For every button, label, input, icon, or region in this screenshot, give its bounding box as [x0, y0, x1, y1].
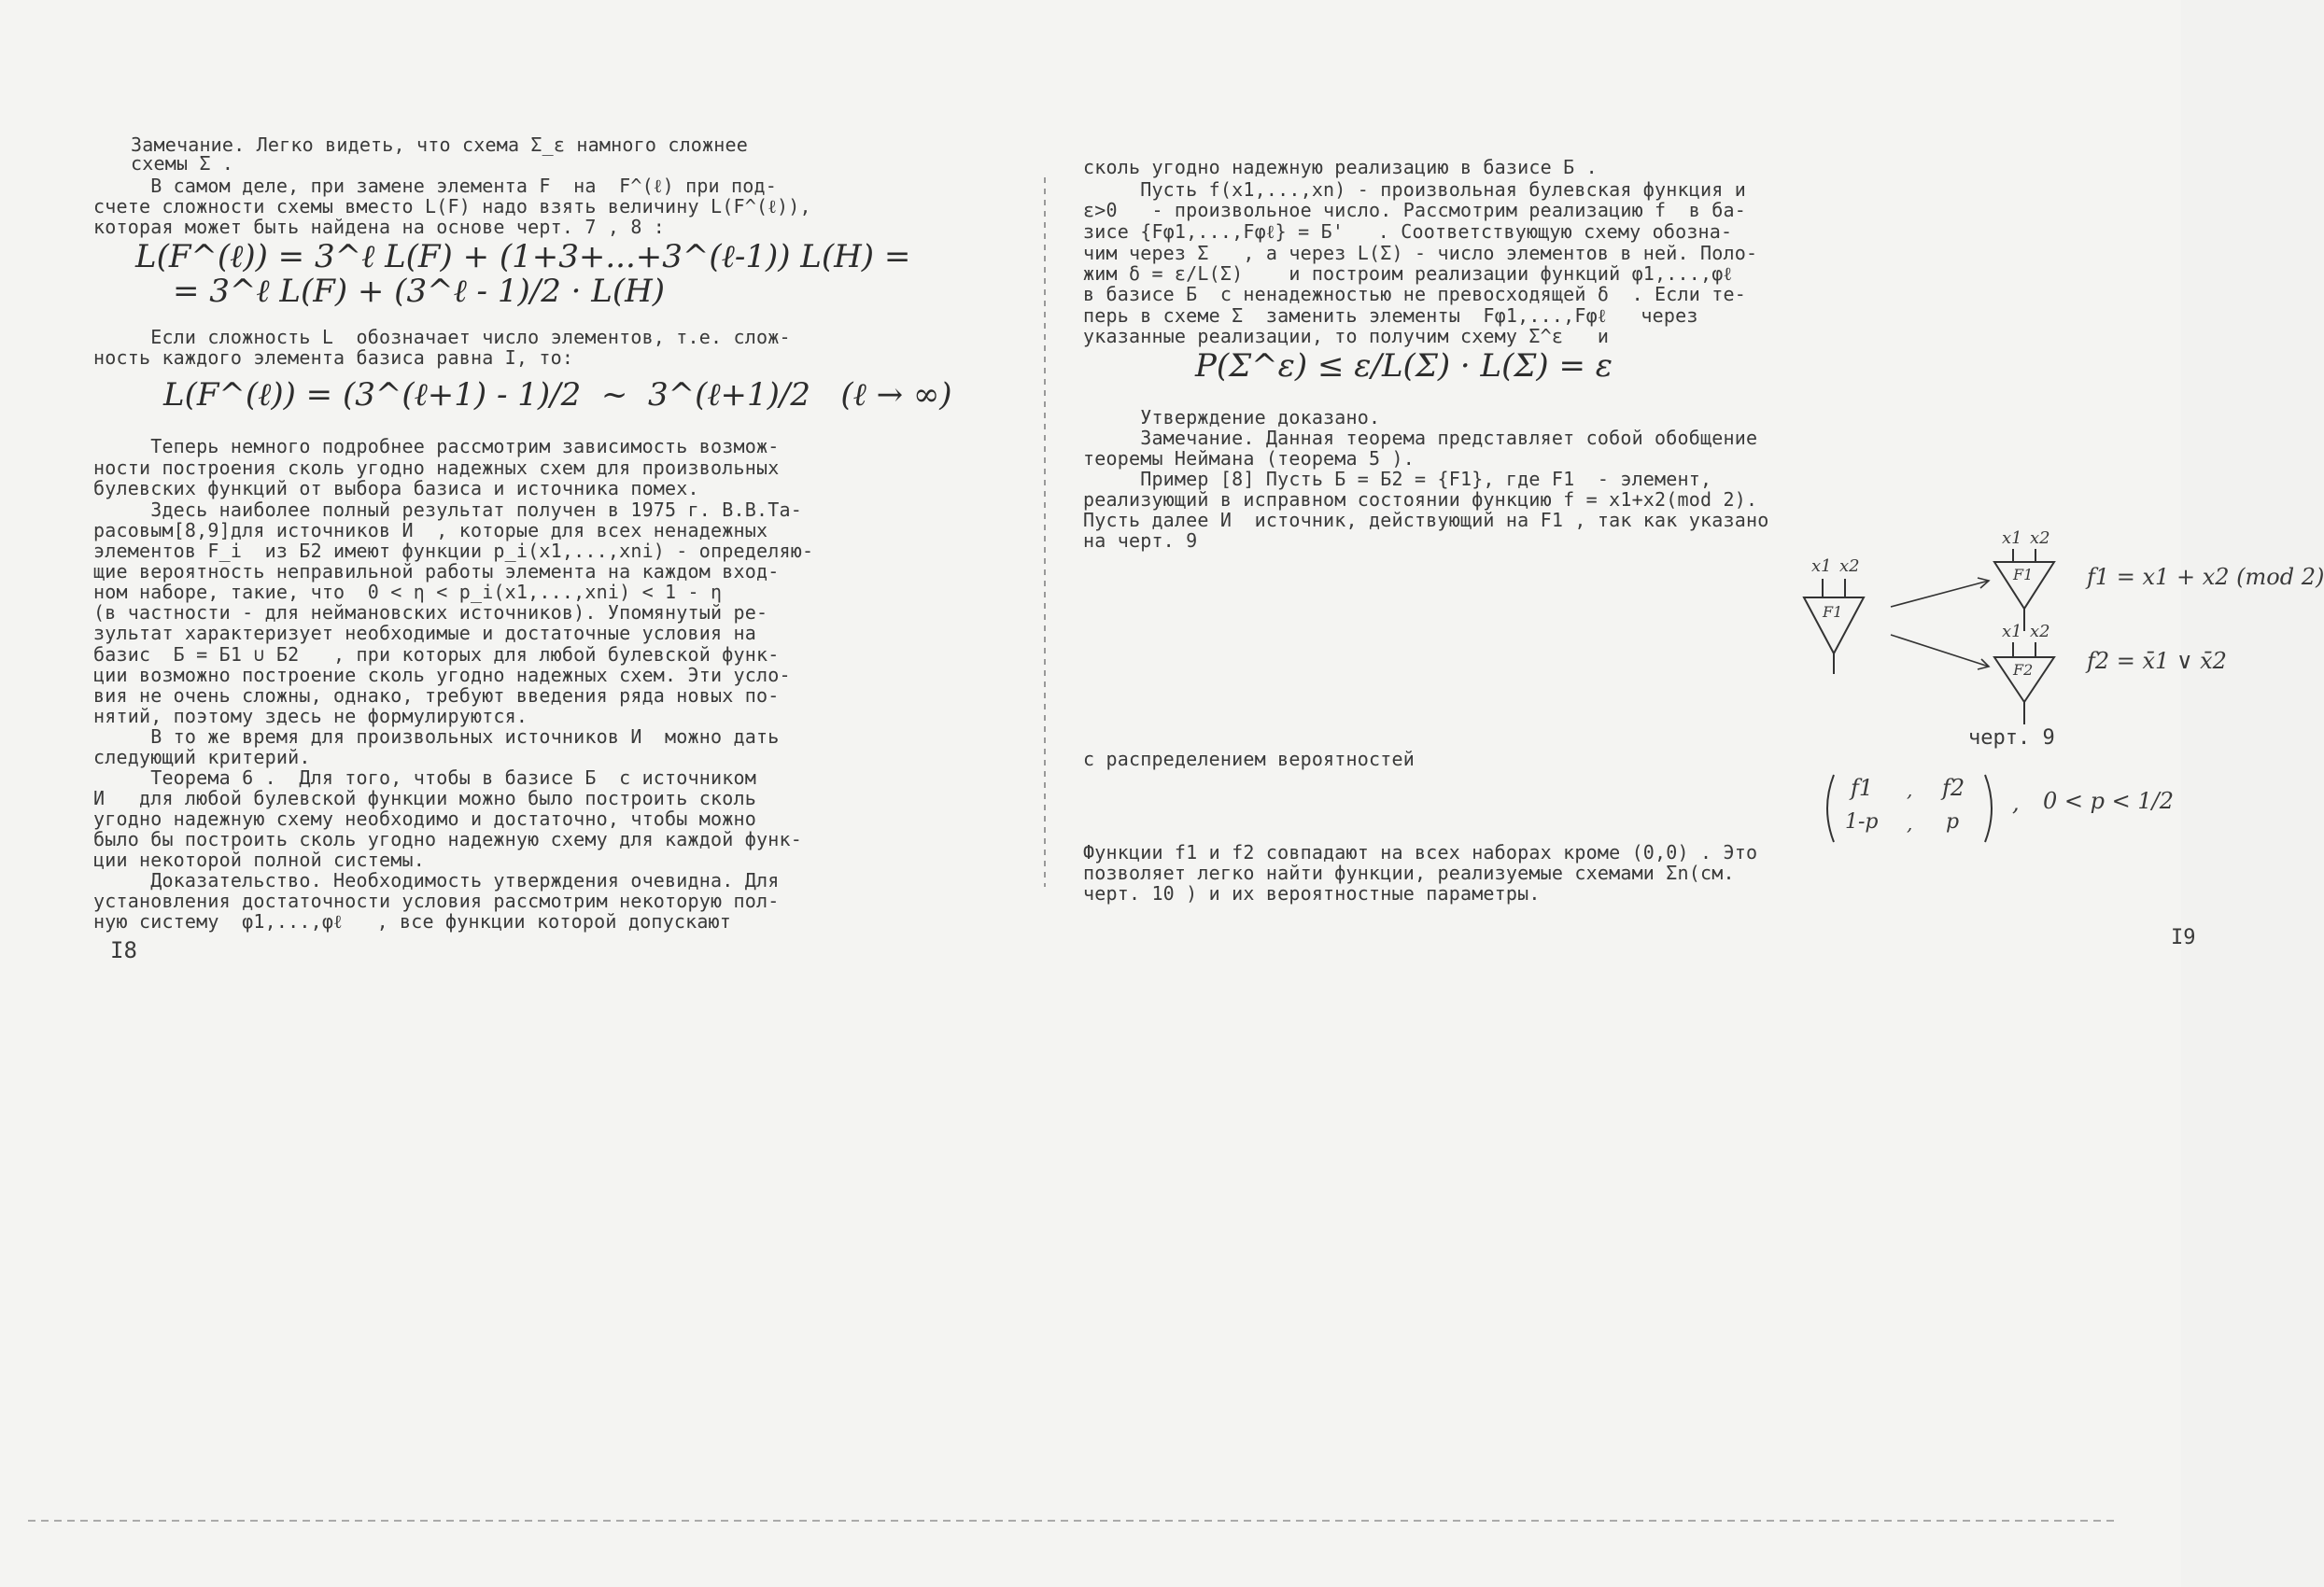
- example-heading: Пример [8] Пусть Б = Б2 = {F1}, где F1 - элемент,: [1083, 468, 1712, 490]
- page-fold: [1044, 177, 1046, 887]
- right-page: [1055, 0, 2324, 1587]
- text-line: в базисе Б с ненадежностью не превосходящей δ . Если те-: [1083, 283, 1746, 305]
- text-line: ности построения сколь угодно надежных схем для произвольных: [93, 456, 780, 479]
- text-line: Пусть далее И источник, действующий на F1 , так как указано: [1083, 509, 1769, 531]
- page-number: I9: [2171, 926, 2196, 949]
- matrix-p: p: [1946, 810, 1960, 834]
- text-line: нятий, поэтому здесь не формулируются.: [93, 705, 528, 727]
- text-line: Здесь наиболее полный результат получен в 1975 г. В.В.Та-: [93, 499, 802, 521]
- formula-complexity-1: L(F^(ℓ)) = 3^ℓ L(F) + (1+3+...+3^(ℓ-1)) L(H) =: [135, 238, 911, 275]
- bottom-gate: [1994, 642, 2054, 724]
- arrow-to-top: [1891, 578, 1989, 607]
- text-line: ном наборе, такие, что 0 < η < p_i(x1,...,xni) < 1 - η: [93, 581, 723, 603]
- left-gate-label: F1: [1823, 603, 1843, 621]
- matrix-1-p: 1-p: [1845, 810, 1879, 834]
- formula-reliability: P(Σ^ε) ≤ ε/L(Σ) · L(Σ) = ε: [1195, 347, 1613, 385]
- f2-formula: f2 = x̄1 ∨ x̄2: [2087, 648, 2227, 674]
- matrix-comma: ,: [1907, 779, 1913, 801]
- text-line: щие вероятность неправильной работы элемента на каждом вход-: [93, 560, 780, 583]
- text-line: элементов F_i из Б2 имеют функции p_i(x1,...,xni) - определяю-: [93, 540, 814, 562]
- probability-condition: 0 < p < 1/2: [2043, 788, 2174, 814]
- text-line: Функции f1 и f2 совпадают на всех наборах кроме (0,0) . Это: [1083, 841, 1758, 864]
- bottom-gate-input-x1: x1: [2002, 622, 2022, 641]
- text-line: вия не очень сложны, однако, требуют введения ряда новых по-: [93, 684, 780, 707]
- top-gate-label: F1: [2013, 566, 2034, 583]
- bottom-gate-input-x2: x2: [2030, 622, 2050, 641]
- text-line: булевских функций от выбора базиса и источника помех.: [93, 477, 699, 499]
- probability-matrix: [1821, 771, 2174, 846]
- bottom-gate-label: F2: [2013, 661, 2034, 679]
- text-line: Пусть f(x1,...,xn) - произвольная булевская функция и: [1083, 178, 1746, 201]
- arrow-to-bottom: [1891, 635, 1989, 669]
- formula-asymptotic: L(F^(ℓ)) = (3^(ℓ+1) - 1)/2 ~ 3^(ℓ+1)/2 (ℓ → ∞): [163, 376, 952, 414]
- top-gate: [1994, 549, 2054, 631]
- page-number: I8: [110, 937, 137, 963]
- text-line: ции возможно построение сколь угодно надежных схем. Эти усло-: [93, 664, 791, 686]
- text-line: ность каждого элемента базиса равна I, то:: [93, 346, 574, 369]
- text-line: В самом деле, при замене элемента F на F^(ℓ) при под-: [93, 175, 777, 197]
- text-line: Замечание. Данная теорема представляет собой обобщение: [1083, 427, 1758, 449]
- text-line: которая может быть найдена на основе черт. 7 , 8 :: [93, 216, 666, 238]
- matrix-comma: ,: [1907, 812, 1913, 835]
- text-line: позволяет легко найти функции, реализуемые схемами Σn(см.: [1083, 862, 1735, 884]
- matrix-separator: ,: [2012, 790, 2020, 816]
- text-line: с распределением вероятностей: [1083, 748, 1415, 770]
- left-page: [0, 0, 1036, 1587]
- matrix-f2: f2: [1942, 775, 1965, 801]
- text-line: ε>0 - произвольное число. Рассмотрим реализацию f в ба-: [1083, 199, 1746, 221]
- text-line: перь в схеме Σ заменить элементы Fφ1,...,Fφℓ через: [1083, 304, 1698, 327]
- text-line: указанные реализации, то получим схему Σ^ε и: [1083, 325, 1610, 347]
- text-line: ную систему φ1,...,φℓ , все функции которой допускают: [93, 910, 732, 933]
- text-line: угодно надежную схему необходимо и достаточно, чтобы можно: [93, 808, 756, 830]
- text-line: (в частности - для неймановских источников). Упомянутый ре-: [93, 601, 768, 624]
- left-gate-input-x1: x1: [1811, 556, 1832, 576]
- text-line: В то же время для произвольных источников И можно дать: [93, 725, 780, 748]
- figure-9-caption: черт. 9: [1968, 726, 2055, 750]
- text-line: расовым[8,9]для источников И , которые для всех ненадежных: [93, 519, 768, 541]
- text-line: схемы Σ .: [131, 152, 234, 175]
- text-line: установления достаточности условия рассмотрим некоторую пол-: [93, 890, 780, 912]
- text-line: следующий критерий.: [93, 746, 311, 768]
- text-line: сколь угодно надежную реализацию в базисе Б .: [1083, 156, 1598, 178]
- text-line: черт. 10 ) и их вероятностные параметры.: [1083, 882, 1541, 905]
- text-line: базис Б = Б1 ∪ Б2 , при которых для любой булевской функ-: [93, 643, 780, 666]
- text-line: ции некоторой полной системы.: [93, 849, 425, 871]
- text-line: зультат характеризует необходимые и достаточные условия на: [93, 622, 756, 644]
- text-line: было бы построить сколь угодно надежную схему для каждой функ-: [93, 828, 802, 850]
- text-line: реализующий в исправном состоянии функцию f = x1+x2(mod 2).: [1083, 488, 1758, 511]
- text-line: теоремы Неймана (теорема 5 ).: [1083, 447, 1415, 470]
- theorem-heading: Теорема 6 . Для того, чтобы в базисе Б с источником: [93, 766, 756, 789]
- formula-complexity-2: = 3^ℓ L(F) + (3^ℓ - 1)/2 · L(H): [173, 273, 665, 310]
- top-gate-input-x1: x1: [2002, 528, 2022, 548]
- text-line: чим через Σ , а через L(Σ) - число элементов в ней. Поло-: [1083, 242, 1758, 264]
- top-gate-input-x2: x2: [2030, 528, 2050, 548]
- text-line: счете сложности схемы вместо L(F) надо взять величину L(F^(ℓ)),: [93, 195, 811, 218]
- left-gate-input-x2: x2: [1839, 556, 1860, 576]
- matrix-f1: f1: [1851, 775, 1874, 801]
- left-gate: [1804, 579, 1864, 674]
- text-line: Замечание. Легко видеть, что схема Σ_ε намного сложнее: [131, 133, 749, 156]
- text-line: зисе {Fφ1,...,Fφℓ} = Б' . Соответствующую схему обозна-: [1083, 220, 1733, 243]
- text-line: на черт. 9: [1083, 529, 1198, 552]
- text-line: жим δ = ε/L(Σ) и построим реализации функций φ1,...,φℓ: [1083, 262, 1733, 285]
- text-line: И для любой булевской функции можно было построить сколь: [93, 787, 756, 809]
- text-line: Если сложность L обозначает число элементов, т.е. слож-: [93, 326, 791, 348]
- text-line: Доказательство. Необходимость утверждения очевидна. Для: [93, 869, 780, 892]
- text-line: Утверждение доказано.: [1083, 406, 1381, 428]
- text-line: Теперь немного подробнее рассмотрим зависимость возмож-: [93, 435, 780, 457]
- f1-formula: f1 = x1 + x2 (mod 2): [2087, 564, 2324, 590]
